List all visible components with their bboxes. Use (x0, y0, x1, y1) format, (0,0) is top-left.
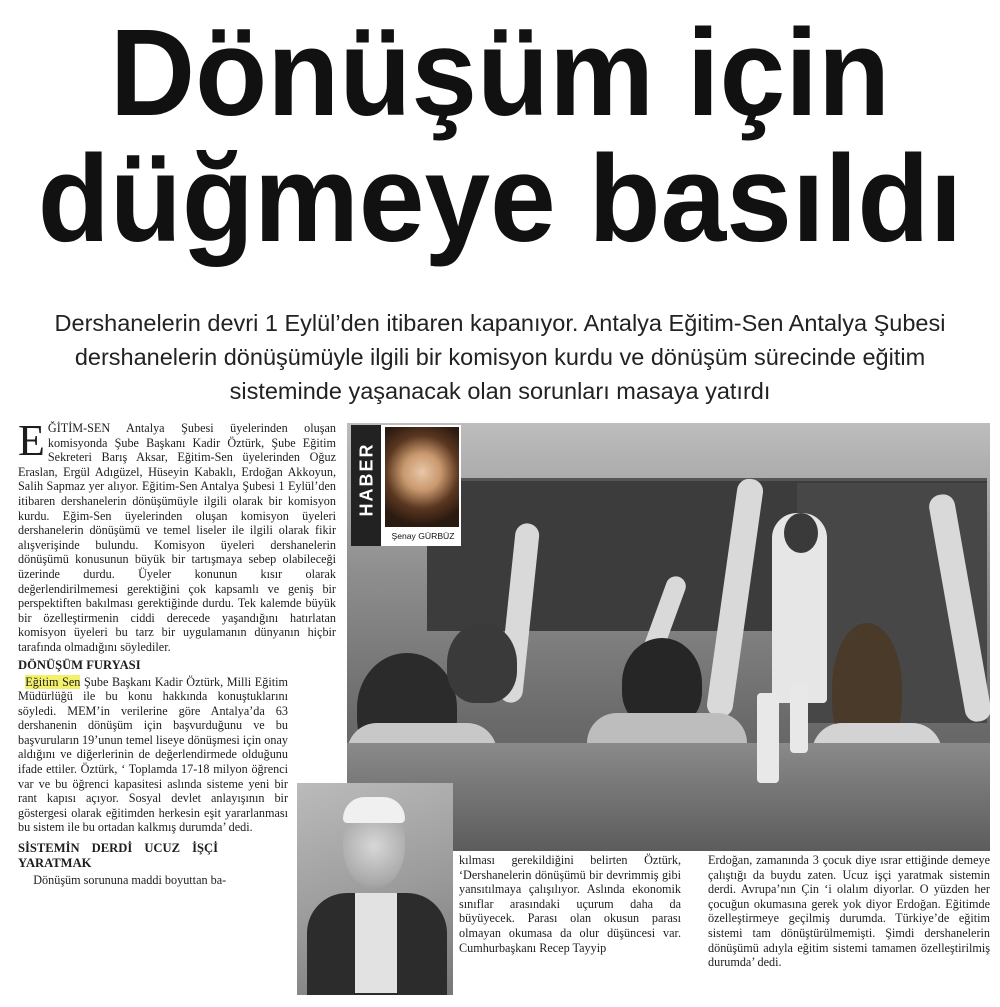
drop-cap: E (18, 416, 45, 465)
subheadline: Dershanelerin devri 1 Eylül’den itibaren kapanıyor. Antalya Eğitim-Sen Antalya Şubesi dershanelerin dönüşümüyle ilgili bir komisyon kurdu ve dönüşüm sürecinde eğitim sisteminde yaşanacak olan sorunları masaya yatırdı (54, 310, 946, 404)
highlighted-text: Eğitim Sen (25, 674, 81, 689)
water-bottle (757, 693, 779, 783)
author-name: Şenay GÜRBÜZ (391, 531, 455, 541)
subhead-donusum-furyasi: DÖNÜŞÜM FURYASI (18, 657, 141, 672)
column-3-text: Erdoğan, zamanında 3 çocuk diye ısrar ettiğinde demeye çalıştığı da buydu zaten. Ucuz işçi yaratmak sistemin derdi. Avrupa’nın Çin ‘i olalım diyorlar. O yüzden her çocuğun okumasına gerek yok diyor Erdoğan. Eğitimde özelleştirmeye geçilmiş durumda. Türkiye’de eğitim sistemi tam dönüştürülmemişti. Şimdi dershanelerin dönüşümü adıyla eğitim sistemi tamamen özelleştirilmiş durumda’ dedi. (708, 853, 990, 970)
paragraph-2-text: Şube Başkanı Kadir Öztürk, Milli Eğitim Müdürlüğü ile bu konu hakkında konuştuklarını söyledi. MEM’in verilerine göre Antalya’da 63 dershanenin dönüşüm için başvurduğunu ve bu başvuruların 19’unun temel liseye dönüşmesi için onay aldığını ve diğerlerinin de değerlendirmede olduğunu ifade ettiler. Öztürk, ‘ Toplamda 17-18 milyon öğrenci var ve bu öğrenci kapasitesi aslında sisteme yeni bir rant kapısı açıyor. Sosyal devlet anlayışının bir göstergesi olarak eğitimden herkesin eşit yararlanması bu sistem ile bu ortadan kalkmış durumda’ dedi. (18, 674, 288, 835)
paragraph-3 (18, 873, 336, 888)
paragraph-3-text: Dönüşüm sorununa maddi boyuttan ba- (33, 873, 227, 888)
hair (343, 797, 405, 823)
column-2-text: kılması gerekildiğini belirten Öztürk, ‘Dershanelerin dönüşümü bir devrimmiş gibi yansıtılmaya çalışılıyor. Aslında ekonomik sınıflar arasındaki uçurum daha da büyüyecek. Parası olan okusun parası olmayan okumasa da olur düşüncesi var. Cumhurbaşkanı Recep Tayyip (459, 853, 681, 955)
subhead-sistemin-derdi: SİSTEMİN DERDİ UCUZ İŞÇİ YARATMAK (18, 841, 218, 871)
author-badge (351, 425, 461, 546)
article-column-3 (708, 853, 990, 970)
kadir-ozturk-photo (297, 783, 453, 995)
article-column-1 (18, 416, 336, 888)
water-bottle (790, 683, 808, 753)
section-tab (351, 425, 381, 546)
section-label: HABER (356, 442, 377, 517)
headline-line-2: düğmeye basıldı (37, 129, 963, 269)
paragraph-2 (18, 675, 288, 836)
lead-text: ĞİTİM-SEN Antalya Şubesi üyelerinden oluşan komisyonda Şube Başkanı Kadir Öztürk, Şube Eğitim Sekreteri Barış Aksar, Eğitim-Sen üyelerinden Oğuz Eraslan, Ergül Adıgüzel, Hüseyin Kabaklı, Erdoğan Akkoyun, Salih Sapmaz yer alıyor. Eğitim-Sen Antalya Şubesi 1 Eylül’den itibaren dershanelerin dönüşümüyle ilgili olarak bir komisyon kurdu. Eğim-Sen üyelerinden oluşan komisyon üyeleri dershanelerin dönüşümü ve temel liseler ile ilgili olarak fikir alışverişinde bulundu. Komisyon üyeleri dershanelerin dönüşümü konusunun büyük bir tartışmaya sebep olabileceği üzerinde durdu. Üyeler konunun kısır olarak değerlendirilmemesi gerektiğini çok kapsamlı ve geniş bir perspektiften bakılması gerektiğinde durdu. Tek kalemde büyük bir özelleştirmenin ciddi derecede yaşandığını hatırlatan komisyon üyeleri bu tarz bir uygulamanın dünyanın hiçbir tarafında olmadığını söylediler. (18, 421, 336, 654)
article-column-2 (459, 853, 681, 955)
teacher-head (784, 513, 818, 553)
student-head (447, 623, 517, 703)
shirt (355, 893, 397, 993)
headline-line-1: Dönüşüm için (109, 3, 891, 143)
author-photo (385, 427, 459, 527)
lead-paragraph (18, 416, 336, 655)
